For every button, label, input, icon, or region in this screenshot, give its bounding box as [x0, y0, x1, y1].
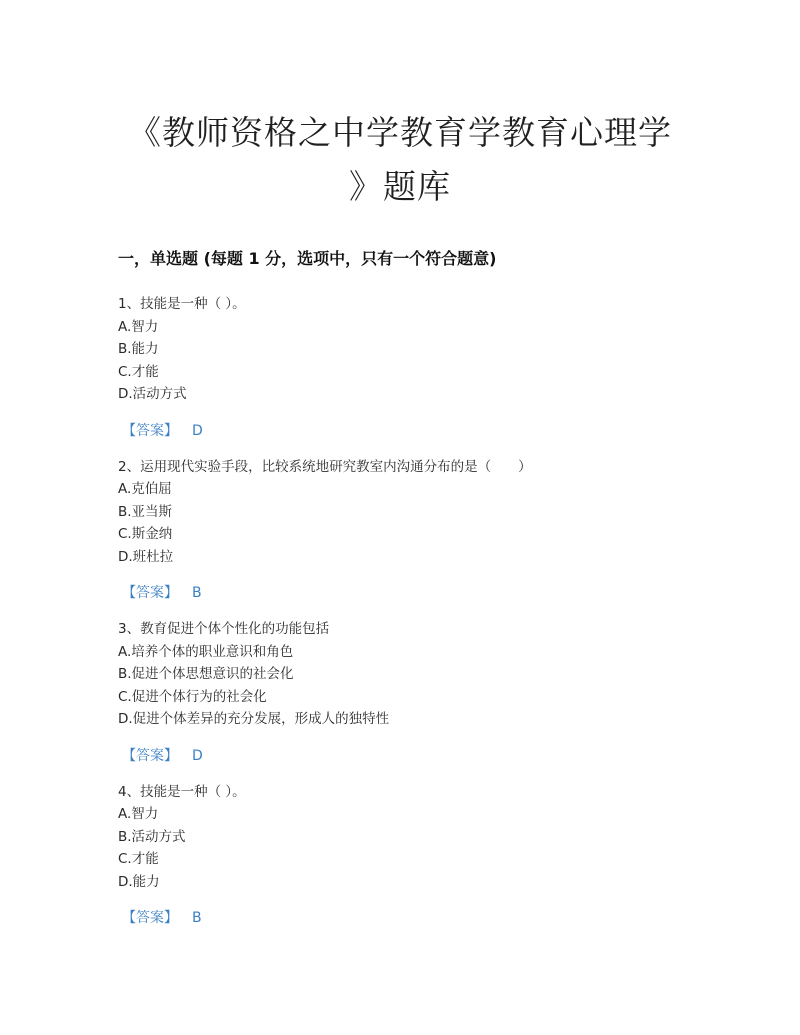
option-b: B.促进个体思想意识的社会化 — [118, 666, 294, 682]
question-2 — [118, 456, 718, 605]
answer-line — [118, 582, 718, 604]
question-1 — [118, 293, 718, 442]
option-c: C.斯金纳 — [118, 526, 173, 542]
option-d: D.能力 — [118, 873, 160, 890]
option-a: A.智力 — [118, 318, 159, 335]
question-stem: 3、教育促进个体个性化的功能包括 — [118, 621, 330, 637]
option-a: A.智力 — [118, 806, 159, 822]
option-b: B.能力 — [118, 341, 159, 357]
document-title — [100, 106, 700, 214]
answer-line — [118, 745, 718, 767]
answer-label: 【答案】 — [122, 422, 178, 439]
section-heading: 一，单选题 (每题 1 分，选项中，只有一个符合题意) — [118, 249, 497, 268]
question-stem: 1、技能是一种（ ）。 — [118, 296, 246, 312]
answer-line — [118, 907, 718, 929]
option-a: A.克伯屈 — [118, 481, 172, 497]
answer-value: B — [192, 910, 202, 926]
option-c: C.促进个体行为的社会化 — [118, 688, 267, 705]
answer-value: D — [192, 422, 203, 439]
question-list — [118, 293, 718, 943]
answer-line — [118, 420, 718, 442]
option-d: D.促进个体差异的充分发展，形成人的独特性 — [118, 711, 390, 727]
answer-label: 【答案】 — [122, 585, 178, 601]
answer-label: 【答案】 — [122, 747, 178, 764]
question-4 — [118, 781, 718, 930]
option-a: A.培养个体的职业意识和角色 — [118, 643, 294, 660]
question-stem: 4、技能是一种（ ）。 — [118, 783, 246, 800]
question-stem: 2、运用现代实验手段，比较系统地研究教室内沟通分布的是（ ） — [118, 458, 532, 475]
option-b: B.活动方式 — [118, 828, 186, 845]
option-c: C.才能 — [118, 851, 159, 867]
question-3 — [118, 618, 718, 767]
title-line-2: 》题库 — [349, 167, 451, 206]
option-b: B.亚当斯 — [118, 503, 173, 520]
answer-label: 【答案】 — [122, 910, 178, 926]
answer-value: D — [192, 747, 203, 764]
option-d: D.班杜拉 — [118, 548, 174, 565]
option-c: C.才能 — [118, 363, 159, 380]
title-line-1: 《教师资格之中学教育学教育心理学 — [128, 113, 672, 152]
answer-value: B — [192, 585, 202, 601]
option-d: D.活动方式 — [118, 386, 187, 402]
